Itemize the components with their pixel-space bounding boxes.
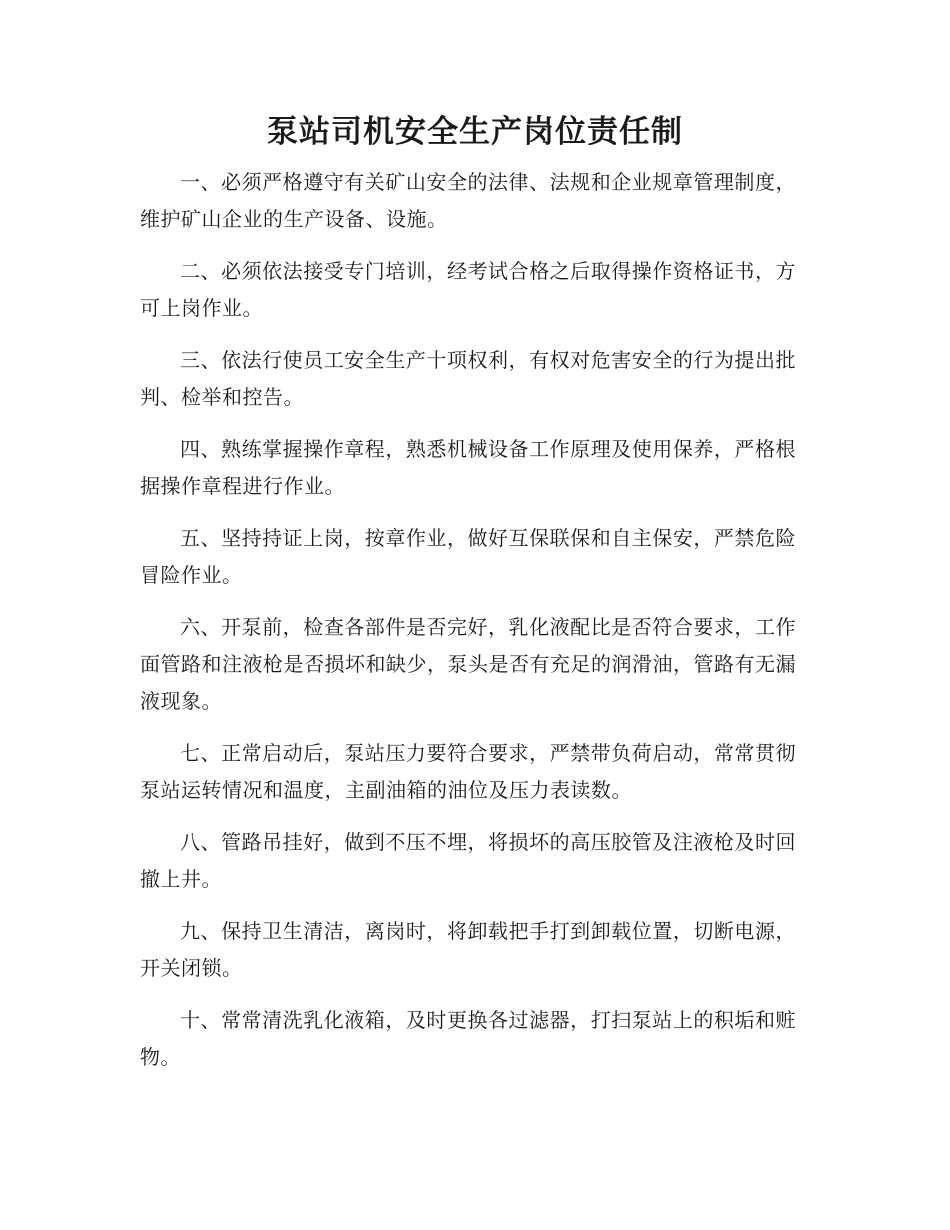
- paragraph-6: 六、开泵前，检查各部件是否完好，乳化液配比是否符合要求，工作面管路和注液枪是否损坏和缺少，泵头是否有充足的润滑油，管路有无漏液现象。: [140, 615, 796, 713]
- document-body: [140, 164, 796, 1091]
- paragraph-3: 三、依法行使员工安全生产十项权利，有权对危害安全的行为提出批判、检举和控告。: [140, 348, 796, 409]
- paragraph-8: 八、管路吊挂好，做到不压不埋，将损坏的高压胶管及注液枪及时回撤上井。: [140, 830, 796, 891]
- document-title: 泵站司机安全生产岗位责任制: [267, 114, 683, 150]
- paragraph-4: 四、熟练掌握操作章程，熟悉机械设备工作原理及使用保养，严格根据操作章程进行作业。: [140, 437, 796, 498]
- paragraph-2: 二、必须依法接受专门培训，经考试合格之后取得操作资格证书，方可上岗作业。: [140, 259, 796, 320]
- paragraph-7: 七、正常启动后，泵站压力要符合要求，严禁带负荷启动，常常贯彻泵站运转情况和温度，主副油箱的油位及压力表读数。: [140, 741, 796, 802]
- paragraph-10: 十、常常清洗乳化液箱，及时更换各过滤器，打扫泵站上的积垢和赃物。: [140, 1008, 796, 1069]
- paragraph-9: 九、保持卫生清洁，离岗时，将卸载把手打到卸载位置，切断电源，开关闭锁。: [140, 919, 796, 980]
- paragraph-1: 一、必须严格遵守有关矿山安全的法律、法规和企业规章管理制度，维护矿山企业的生产设备、设施。: [140, 170, 796, 231]
- paragraph-5: 五、坚持持证上岗，按章作业，做好互保联保和自主保安，严禁危险冒险作业。: [140, 526, 796, 587]
